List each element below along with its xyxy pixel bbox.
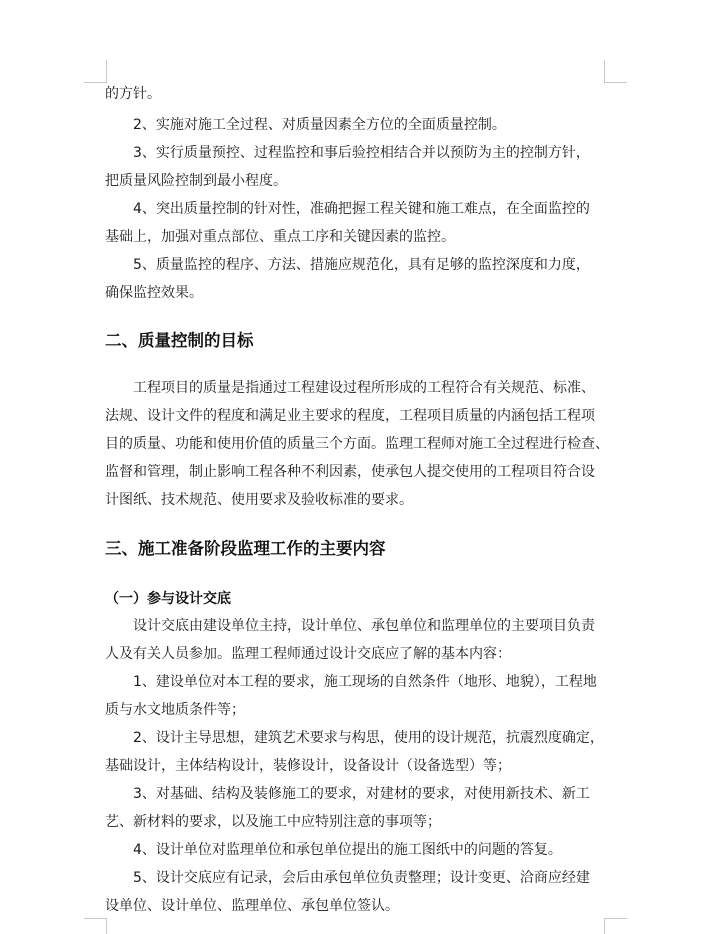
page-corner-mark-bottom-left xyxy=(84,918,107,934)
page-corner-mark-top-left xyxy=(84,60,107,83)
paragraph-line: 3、实行质量预控、过程监控和事后验控相结合并以预防为主的控制方针， xyxy=(133,145,590,161)
paragraph-line: 质与水文地质条件等； xyxy=(105,702,245,718)
section-heading: 二、质量控制的目标 xyxy=(105,331,254,350)
paragraph-line: 人及有关人员参加。监理工程师通过设计交底应了解的基本内容： xyxy=(105,646,511,662)
paragraph-line: 把质量风险控制到最小程度。 xyxy=(105,173,287,189)
paragraph-line: 基础设计，主体结构设计，装修设计，设备设计（设备选型）等； xyxy=(105,758,511,774)
paragraph-line: 设单位、设计单位、监理单位、承包单位签认。 xyxy=(105,898,399,914)
paragraph-line: 艺、新材料的要求，以及施工中应特别注意的事项等； xyxy=(105,814,441,830)
page-corner-mark-top-right xyxy=(604,60,627,83)
paragraph-line: 计图纸、技术规范、使用要求及验收标准的要求。 xyxy=(105,492,413,508)
paragraph-line: 1、建设单位对本工程的要求，施工现场的自然条件（地形、地貌），工程地 xyxy=(133,674,597,690)
paragraph-line: 2、设计主导思想，建筑艺术要求与构思，使用的设计规范，抗震烈度确定， xyxy=(133,730,604,746)
paragraph-line: 监督和管理，制止影响工程各种不利因素，使承包人提交使用的工程项目符合设 xyxy=(105,464,595,480)
paragraph-line: 工程项目的质量是指通过工程建设过程所形成的工程符合有关规范、标准、 xyxy=(133,380,595,396)
paragraph-line: 基础上，加强对重点部位、重点工序和关键因素的监控。 xyxy=(105,229,455,245)
paragraph-line: 5、质量监控的程序、方法、措施应规范化，具有足够的监控深度和力度， xyxy=(133,257,590,273)
paragraph-line: 的方针。 xyxy=(105,86,161,102)
paragraph-line: 2、实施对施工全过程、对质量因素全方位的全面质量控制。 xyxy=(133,117,506,133)
page-corner-mark-bottom-right xyxy=(604,918,627,934)
paragraph-line: 3、对基础、结构及装修施工的要求，对建材的要求，对使用新技术、新工 xyxy=(133,786,590,802)
paragraph-line: 4、设计单位对监理单位和承包单位提出的施工图纸中的问题的答复。 xyxy=(133,842,562,858)
paragraph-line: 确保监控效果。 xyxy=(105,285,203,301)
paragraph-line: 目的质量、功能和使用价值的质量三个方面。监理工程师对施工全过程进行检查、 xyxy=(105,436,609,452)
paragraph-line: 5、设计交底应有记录，会后由承包单位负责整理；设计变更、洽商应经建 xyxy=(133,870,590,886)
subsection-heading: （一）参与设计交底 xyxy=(105,591,231,607)
section-heading: 三、施工准备阶段监理工作的主要内容 xyxy=(105,539,386,558)
paragraph-line: 设计交底由建设单位主持，设计单位、承包单位和监理单位的主要项目负责 xyxy=(133,618,595,634)
paragraph-line: 4、突出质量控制的针对性，准确把握工程关键和施工难点，在全面监控的 xyxy=(133,201,590,217)
paragraph-line: 法规、设计文件的程度和满足业主要求的程度，工程项目质量的内涵包括工程项 xyxy=(105,408,595,424)
